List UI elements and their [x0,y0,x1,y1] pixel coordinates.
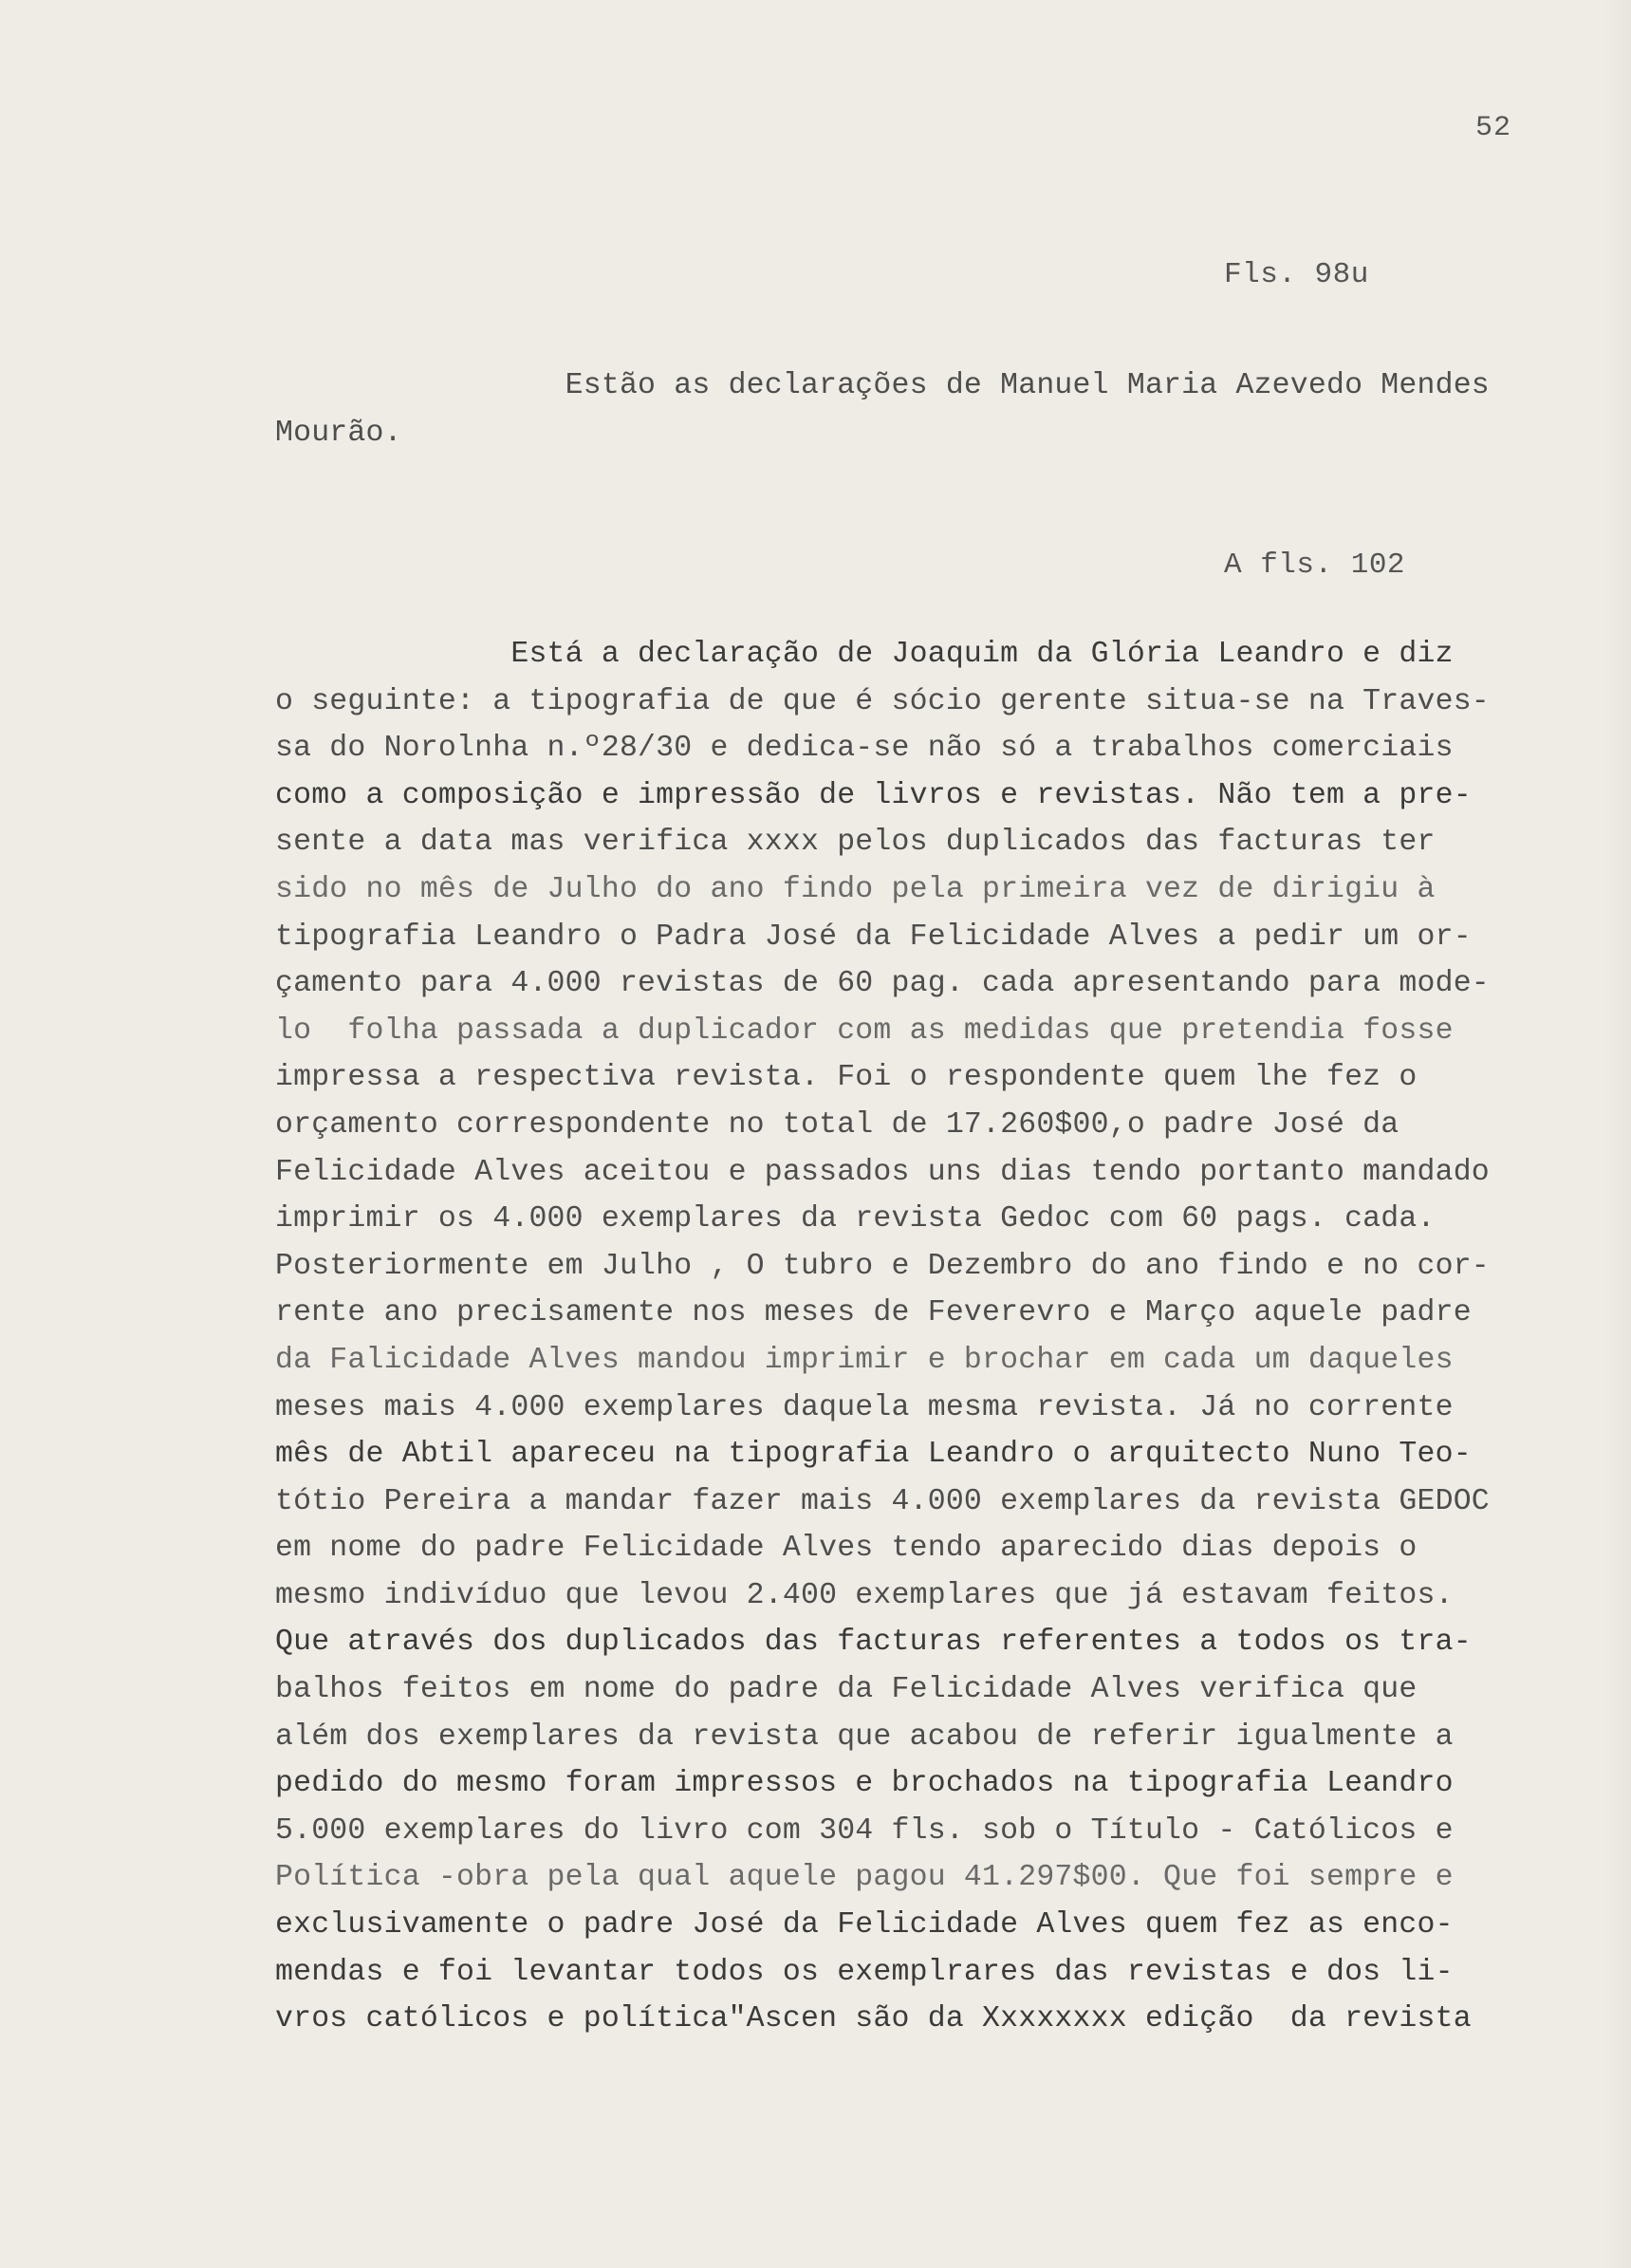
paragraph-line: Política -obra pela qual aquele pagou 41.297$00. Que foi sempre e [275,1861,1454,1895]
paragraph-line: impressa a respectiva revista. Foi o respondente quem lhe fez o [275,1061,1418,1095]
paragraph-line: çamento para 4.000 revistas de 60 pag. cada apresentando para mode- [275,967,1490,1001]
paragraph-line: Felicidade Alves aceitou e passados uns dias tendo portanto mandado [275,1155,1490,1189]
paragraph-line: balhos feitos em nome do padre da Felicidade Alves verifica que [275,1673,1418,1707]
paragraph-line: mês de Abtil apareceu na tipografia Leandro o arquitecto Nuno Teo- [275,1438,1472,1472]
paragraph-line: mesmo indivíduo que levou 2.400 exemplares que já estavam feitos. [275,1578,1454,1612]
folio-reference-2: A fls. 102 [1224,548,1406,582]
paragraph-line: orçamento correspondente no total de 17.260$00,o padre José da [275,1107,1399,1142]
paragraph-line: sente a data mas verifica xxxx pelos duplicados das facturas ter [275,826,1436,860]
page-number: 52 [1475,112,1512,144]
paragraph-line: sido no mês de Julho do ano findo pela primeira vez de dirigiu à [275,872,1436,906]
paragraph-line: Posteriormente em Julho , O tubro e Dezembro do ano findo e no cor- [275,1249,1490,1283]
paragraph-line: da Falicidade Alves mandou imprimir e brochar em cada um daqueles [275,1343,1454,1377]
paragraph-line: lo folha passada a duplicador com as medidas que pretendia fosse [275,1013,1454,1048]
paragraph-line: como a composição e impressão de livros e revistas. Não tem a pre- [275,778,1472,812]
paragraph-line: mendas e foi levantar todos os exemplrares das revistas e dos li- [275,1955,1454,1989]
paragraph-line: em nome do padre Felicidade Alves tendo aparecido dias depois o [275,1532,1418,1566]
paragraph-line: Estão as declarações de Manuel Maria Azevedo Mendes [275,369,1490,402]
paragraph-line: sa do Norolnha n.º28/30 e dedica-se não só a trabalhos comerciais [275,732,1454,766]
paragraph-line: exclusivamente o padre José da Felicidade Alves quem fez as enco- [275,1908,1454,1943]
paragraph-line: meses mais 4.000 exemplares daquela mesma revista. Já no corrente [275,1390,1454,1424]
page-edge [1603,0,1631,2268]
paragraph-line: tótio Pereira a mandar fazer mais 4.000 exemplares da revista GEDOC [275,1484,1490,1518]
paragraph-1 [275,363,1585,457]
paragraph-line: rente ano precisamente nos meses de Feverevro e Março aquele padre [275,1296,1472,1330]
paragraph-line: vros católicos e política"Ascen são da Xxxxxxxx edição da revista [275,2002,1472,2036]
paragraph-line: além dos exemplares da revista que acabou de referir igualmente a [275,1720,1454,1754]
paragraph-line: 5.000 exemplares do livro com 304 fls. sob o Título - Católicos e [275,1813,1454,1848]
paragraph-line: imprimir os 4.000 exemplares da revista Gedoc com 60 pags. cada. [275,1202,1436,1236]
paragraph-line: Está a declaração de Joaquim da Glória Leandro e diz [275,638,1454,671]
paragraph-line: tipografia Leandro o Padra José da Felicidade Alves a pedir um or- [275,920,1472,954]
paragraph-2 [275,631,1585,2043]
paragraph-line: Mourão. [275,417,402,450]
folio-reference-1: Fls. 98u [1224,258,1369,291]
paragraph-line: pedido do mesmo foram impressos e brochados na tipografia Leandro [275,1767,1454,1801]
paragraph-line: o seguinte: a tipografia de que é sócio gerente situa-se na Traves- [275,684,1490,718]
paragraph-line: Que através dos duplicados das facturas referentes a todos os tra- [275,1626,1472,1660]
